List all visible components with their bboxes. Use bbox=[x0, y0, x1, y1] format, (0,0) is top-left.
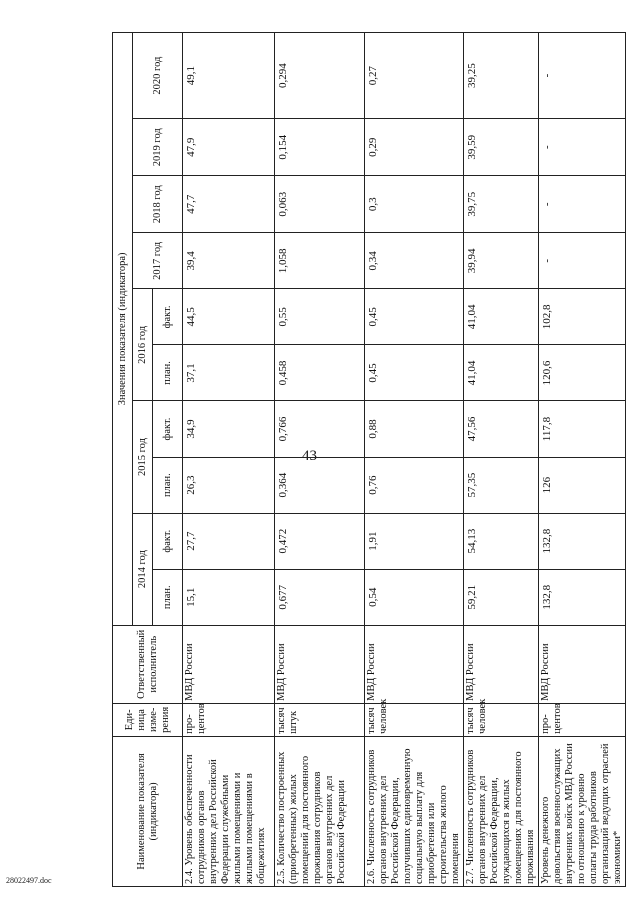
value-cell: - bbox=[539, 119, 626, 176]
value-cell: 0,294 bbox=[275, 33, 365, 119]
row-indicator: Уровень обеспеченности сотрудников органов внутренних дел Российской Федерации служебными жилыми помещениями и жилыми помещениями в общежитиях bbox=[184, 754, 267, 884]
table-row bbox=[464, 33, 539, 887]
row-executor: МВД России bbox=[539, 625, 626, 703]
value-cell: 41,04 bbox=[464, 289, 539, 345]
row-executor: МВД России bbox=[183, 625, 275, 703]
row-indicator: Численность сотрудников органов внутренних дел Российской Федерации, нуждающихся в жилых помещениях для постоянного проживания bbox=[465, 749, 536, 884]
value-cell: 57,35 bbox=[464, 457, 539, 513]
value-cell: 0,54 bbox=[365, 569, 464, 625]
value-cell: 0,27 bbox=[365, 33, 464, 119]
value-cell: 0,55 bbox=[275, 289, 365, 345]
value-cell: - bbox=[539, 33, 626, 119]
value-cell: 54,13 bbox=[464, 513, 539, 569]
value-cell: 102,8 bbox=[539, 289, 626, 345]
value-cell: 39,75 bbox=[464, 176, 539, 233]
value-cell: 39,4 bbox=[183, 233, 275, 289]
value-cell: 39,59 bbox=[464, 119, 539, 176]
header-year-2020: 2020 год bbox=[133, 33, 183, 119]
value-cell: 59,21 bbox=[464, 569, 539, 625]
header-indicator-name: Наименование показателя (индикатора) bbox=[113, 736, 183, 886]
value-cell: 0,76 bbox=[365, 457, 464, 513]
row-name bbox=[183, 736, 275, 886]
header-year-2016: 2016 год bbox=[133, 289, 153, 401]
value-cell: 0,45 bbox=[365, 345, 464, 401]
header-fact: факт. bbox=[153, 401, 183, 457]
value-cell: 26,3 bbox=[183, 457, 275, 513]
row-index: 2.4. bbox=[184, 868, 195, 884]
header-year-2014: 2014 год bbox=[133, 513, 153, 625]
row-unit: про-центов bbox=[539, 703, 626, 736]
row-unit: про-центов bbox=[183, 703, 275, 736]
value-cell: 44,5 bbox=[183, 289, 275, 345]
value-cell: 0,472 bbox=[275, 513, 365, 569]
page-number: 43 bbox=[302, 448, 317, 464]
value-cell: 0,45 bbox=[365, 289, 464, 345]
document-id: 28022497.doc bbox=[6, 876, 52, 885]
indicators-table bbox=[112, 32, 626, 887]
row-unit: тысяч человек bbox=[365, 703, 464, 736]
value-cell: 117,8 bbox=[539, 401, 626, 457]
value-cell: 49,1 bbox=[183, 33, 275, 119]
value-cell: 0,3 bbox=[365, 176, 464, 233]
row-name bbox=[365, 736, 464, 886]
header-year-2018: 2018 год bbox=[133, 176, 183, 233]
row-unit: тысяч человек bbox=[464, 703, 539, 736]
value-cell: 126 bbox=[539, 457, 626, 513]
value-cell: 132,8 bbox=[539, 513, 626, 569]
header-year-2019: 2019 год bbox=[133, 119, 183, 176]
value-cell: 120,6 bbox=[539, 345, 626, 401]
row-indicator: Численность сотрудников органов внутренних дел Российской Федерации, получивших единовременную социальную выплату для приобретения или строительства жилого помещения bbox=[366, 748, 461, 884]
value-cell: 47,7 bbox=[183, 176, 275, 233]
header-fact: факт. bbox=[153, 289, 183, 345]
row-unit: тысяч штук bbox=[275, 703, 365, 736]
value-cell: 0,766 bbox=[275, 401, 365, 457]
header-fact: факт. bbox=[153, 513, 183, 569]
table-row bbox=[365, 33, 464, 887]
header-year-2015: 2015 год bbox=[133, 401, 153, 513]
header-plan: план. bbox=[153, 569, 183, 625]
value-cell: - bbox=[539, 233, 626, 289]
row-name bbox=[464, 736, 539, 886]
value-cell: - bbox=[539, 176, 626, 233]
value-cell: 27,7 bbox=[183, 513, 275, 569]
value-cell: 41,04 bbox=[464, 345, 539, 401]
row-index: 2.7. bbox=[465, 868, 476, 884]
table-row bbox=[539, 33, 626, 887]
row-executor: МВД России bbox=[275, 625, 365, 703]
value-cell: 0,458 bbox=[275, 345, 365, 401]
header-year-2017: 2017 год bbox=[133, 233, 183, 289]
header-values-group: Значения показателя (индикатора) bbox=[113, 33, 133, 626]
row-executor: МВД России bbox=[365, 625, 464, 703]
row-indicator: Количество построенных (приобретенных) жилых помещений для постоянного проживания сотрудников органов внутренних дел Российской Федерации bbox=[276, 751, 347, 884]
value-cell: 0,29 bbox=[365, 119, 464, 176]
row-executor: МВД России bbox=[464, 625, 539, 703]
row-index: 2.5. bbox=[276, 868, 287, 884]
row-index: 2.6. bbox=[366, 868, 377, 884]
value-cell: 1,91 bbox=[365, 513, 464, 569]
rotated-table-container bbox=[112, 32, 623, 887]
header-unit: Еди-ница изме-рения bbox=[113, 703, 183, 736]
value-cell: 0,154 bbox=[275, 119, 365, 176]
value-cell: 0,063 bbox=[275, 176, 365, 233]
value-cell: 39,94 bbox=[464, 233, 539, 289]
value-cell: 1,058 bbox=[275, 233, 365, 289]
value-cell: 0,88 bbox=[365, 401, 464, 457]
value-cell: 0,364 bbox=[275, 457, 365, 513]
value-cell: 132,8 bbox=[539, 569, 626, 625]
row-name bbox=[275, 736, 365, 886]
value-cell: 47,56 bbox=[464, 401, 539, 457]
header-plan: план. bbox=[153, 457, 183, 513]
table-row bbox=[183, 33, 275, 887]
value-cell: 47,9 bbox=[183, 119, 275, 176]
header-plan: план. bbox=[153, 345, 183, 401]
value-cell: 37,1 bbox=[183, 345, 275, 401]
value-cell: 34,9 bbox=[183, 401, 275, 457]
value-cell: 39,25 bbox=[464, 33, 539, 119]
table-row bbox=[275, 33, 365, 887]
header-executor: Ответственный исполнитель bbox=[113, 625, 183, 703]
row-name bbox=[539, 736, 626, 886]
value-cell: 15,1 bbox=[183, 569, 275, 625]
row-indicator: Уровень денежного довольствия военнослужащих внутренних войск МВД России по отношению к уровню оплаты труда работников организаций ведущих отраслей экономики* bbox=[540, 743, 623, 884]
value-cell: 0,677 bbox=[275, 569, 365, 625]
value-cell: 0,34 bbox=[365, 233, 464, 289]
